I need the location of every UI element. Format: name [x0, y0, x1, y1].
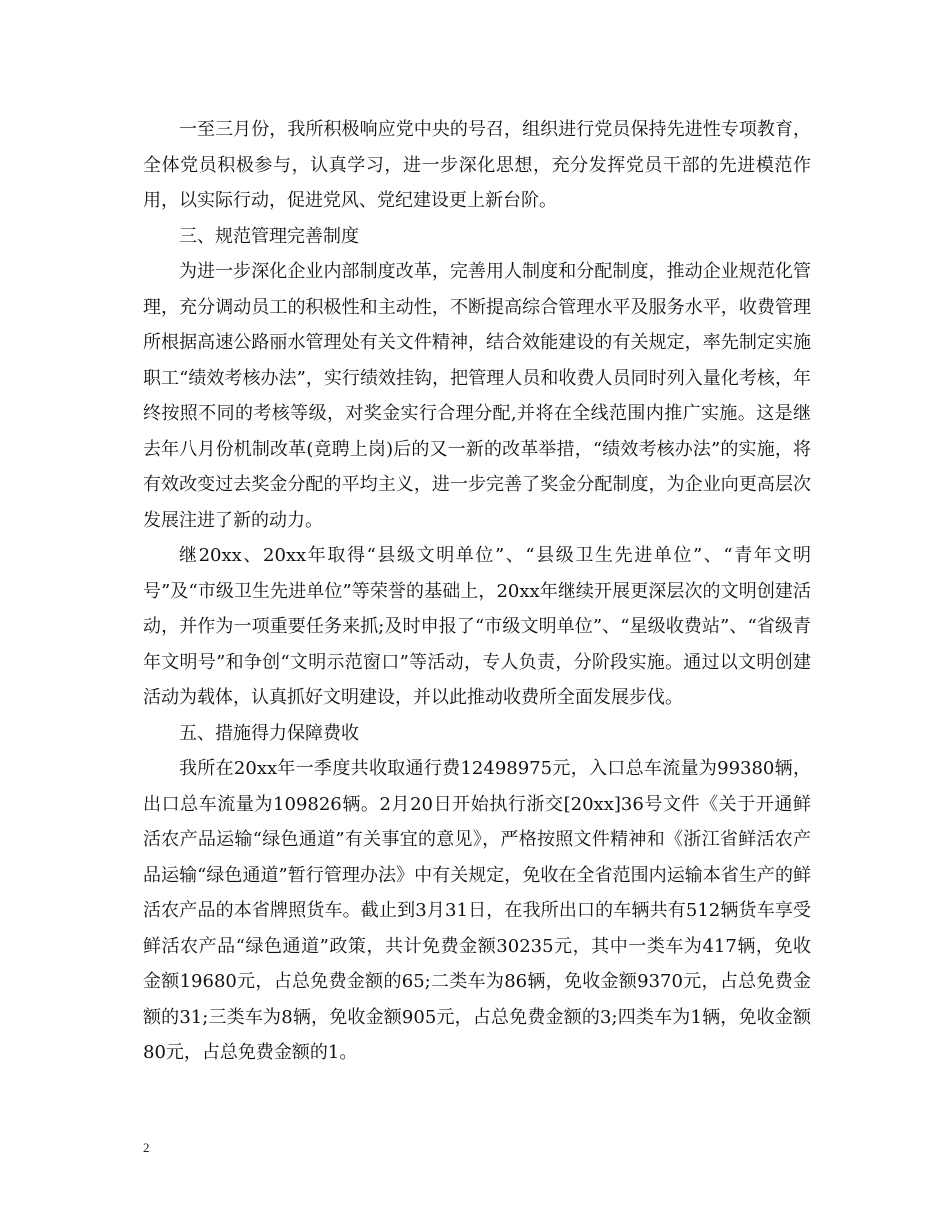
paragraph-civilization-building: 继20xx、20xx年取得“县级文明单位”、“县级卫生先进单位”、“青年文明号”及“市级卫生先进单位”等荣誉的基础上，20xx年继续开展更深层次的文明创建活动，并作为一项重要任务来抓;及时申报了“市级文明单位”、“星级收费站”、“省级青年文明号”和争创“文明示范窗口”等活动，专人负责，分阶段实施。通过以文明创建活动为载体，认真抓好文明建设，并以此推动收费所全面发展步伐。 [143, 545, 811, 708]
section-heading-management: 三、规范管理完善制度 [179, 225, 359, 247]
paragraph-toll-statistics: 我所在20xx年一季度共收取通行费12498975元，入口总车流量为99380辆，出口总车流量为109826辆。2月20日开始执行浙交[20xx]36号文件《关于开通鲜活农产品运输“绿色通道”有关事宜的意见》，严格按照文件精神和《浙江省鲜活农产品运输“绿色通道”暂行管理办法》中有关规定，免收在全省范围内运输本省生产的鲜活农产品的本省牌照货车。截止到3月31日，在我所出口的车辆共有512辆货车享受鲜活农产品“绿色通道”政策，共计免费金额30235元，其中一类车为417辆，免收金额19680元，占总免费金额的65;二类车为86辆，免收金额9370元，占总免费金额的31;三类车为8辆，免收金额905元，占总免费金额的3;四类车为1辆，免收金额80元，占总免费金额的1。 [143, 758, 811, 1063]
document-body [143, 112, 811, 1071]
paragraph-party-education: 一至三月份，我所积极响应党中央的号召，组织进行党员保持先进性专项教育，全体党员积极参与，认真学习，进一步深化思想，充分发挥党员干部的先进模范作用，以实际行动，促进党风、党纪建设更上新台阶。 [143, 119, 811, 211]
page-number: 2 [143, 1140, 150, 1155]
section-heading-toll-collection: 五、措施得力保障费收 [179, 722, 359, 744]
paragraph-performance-assessment: 为进一步深化企业内部制度改革，完善用人制度和分配制度，推动企业规范化管理，充分调动员工的积极性和主动性，不断提高综合管理水平及服务水平，收费管理所根据高速公路丽水管理处有关文件精神，结合效能建设的有关规定，率先制定实施职工“绩效考核办法”，实行绩效挂钩，把管理人员和收费人员同时列入量化考核，年终按照不同的考核等级，对奖金实行合理分配,并将在全线范围内推广实施。这是继去年八月份机制改革(竟聘上岗)后的又一新的改革举措，“绩效考核办法”的实施，将有效改变过去奖金分配的平均主义，进一步完善了奖金分配制度，为企业向更高层次发展注进了新的动力。 [143, 261, 811, 531]
